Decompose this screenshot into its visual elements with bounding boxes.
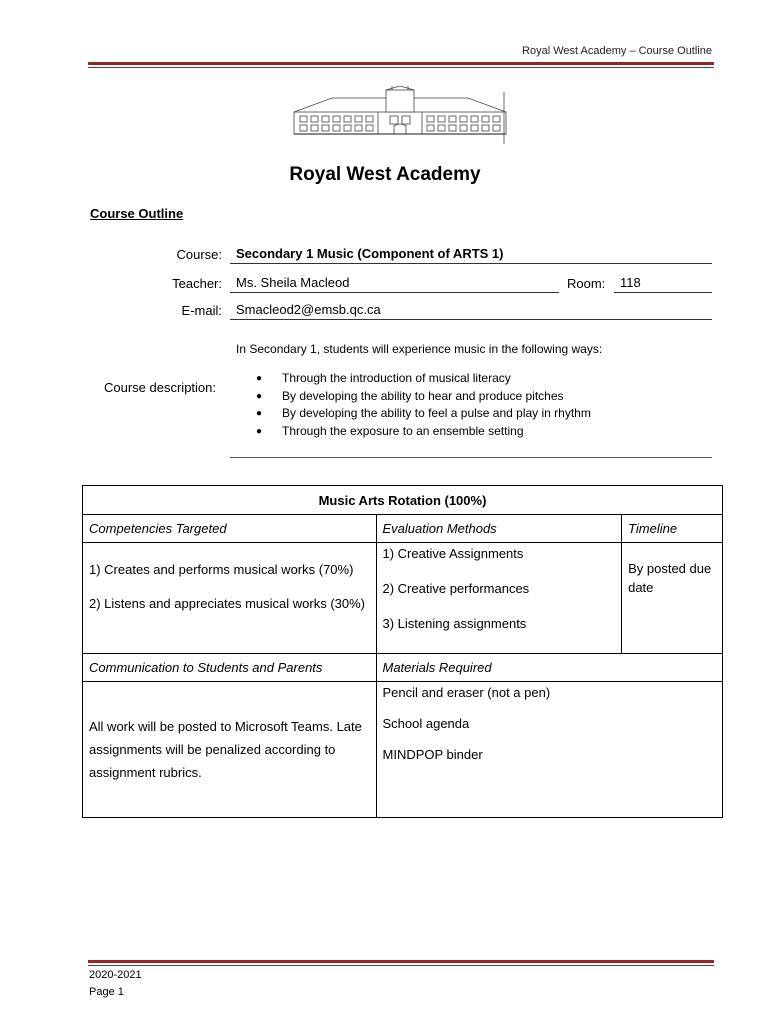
materials-cell bbox=[376, 682, 723, 818]
music-arts-rotation-table bbox=[82, 485, 723, 818]
evaluation-item: 2) Creative performances bbox=[382, 581, 530, 596]
competency-item: 1) Creates and performs musical works (70%) bbox=[89, 562, 354, 577]
header-rule bbox=[88, 62, 714, 65]
bullet-icon: ● bbox=[256, 373, 263, 384]
list-item: ● Through the introduction of musical literacy bbox=[256, 370, 591, 388]
footer-rule bbox=[88, 960, 714, 963]
competencies-header: Competencies Targeted bbox=[83, 515, 377, 543]
bullet-icon: ● bbox=[256, 425, 263, 437]
page-number: Page 1 bbox=[89, 986, 124, 998]
section-heading: Course Outline bbox=[90, 206, 184, 221]
material-item: Pencil and eraser (not a pen) bbox=[382, 685, 551, 700]
competencies-cell bbox=[83, 543, 377, 654]
list-item: ● By developing the ability to hear and produce pitches bbox=[256, 388, 591, 406]
list-item: ● Through the exposure to an ensemble setting bbox=[256, 423, 591, 441]
room-label: Room: bbox=[567, 276, 606, 291]
evaluation-header: Evaluation Methods bbox=[376, 515, 622, 543]
bullet-icon: ● bbox=[256, 408, 263, 419]
course-description-intro: In Secondary 1, students will experience music in the following ways: bbox=[236, 342, 603, 356]
table-title: Music Arts Rotation (100%) bbox=[83, 486, 723, 515]
email-value: Smacleod2@emsb.qc.ca bbox=[230, 301, 712, 320]
course-description-list bbox=[256, 370, 591, 440]
course-label: Course: bbox=[176, 247, 222, 262]
page-title: Royal West Academy bbox=[289, 164, 481, 185]
competency-item: 2) Listens and appreciates musical works (30%) bbox=[89, 596, 366, 611]
evaluation-cell bbox=[376, 543, 622, 654]
evaluation-item: 3) Listening assignments bbox=[382, 616, 527, 631]
footer-rule-thin bbox=[88, 965, 714, 966]
bullet-icon: ● bbox=[256, 390, 263, 402]
evaluation-item: 1) Creative Assignments bbox=[382, 546, 524, 561]
course-value: Secondary 1 Music (Component of ARTS 1) bbox=[230, 245, 712, 264]
room-value: 118 bbox=[614, 274, 712, 293]
list-item: ● By developing the ability to feel a pulse and play in rhythm bbox=[256, 405, 591, 423]
school-building-logo bbox=[292, 86, 508, 146]
communication-header: Communication to Students and Parents bbox=[83, 654, 377, 682]
header-rule-thin bbox=[88, 67, 714, 68]
teacher-value: Ms. Sheila Macleod bbox=[230, 274, 559, 293]
material-item: School agenda bbox=[382, 716, 470, 731]
description-rule bbox=[230, 457, 712, 458]
materials-header: Materials Required bbox=[376, 654, 723, 682]
material-item: MINDPOP binder bbox=[382, 747, 483, 762]
email-label: E-mail: bbox=[181, 303, 222, 318]
footer-year: 2020-2021 bbox=[89, 969, 142, 981]
running-header: Royal West Academy – Course Outline bbox=[522, 45, 712, 57]
communication-text: All work will be posted to Microsoft Teams. Late assignments will be penalized according to assignment rubrics. bbox=[83, 682, 377, 818]
teacher-label: Teacher: bbox=[172, 276, 222, 291]
footer bbox=[89, 967, 142, 1001]
timeline-header: Timeline bbox=[622, 515, 723, 543]
timeline-cell: By posted due date bbox=[622, 543, 723, 654]
course-description-label: Course description: bbox=[104, 380, 216, 395]
